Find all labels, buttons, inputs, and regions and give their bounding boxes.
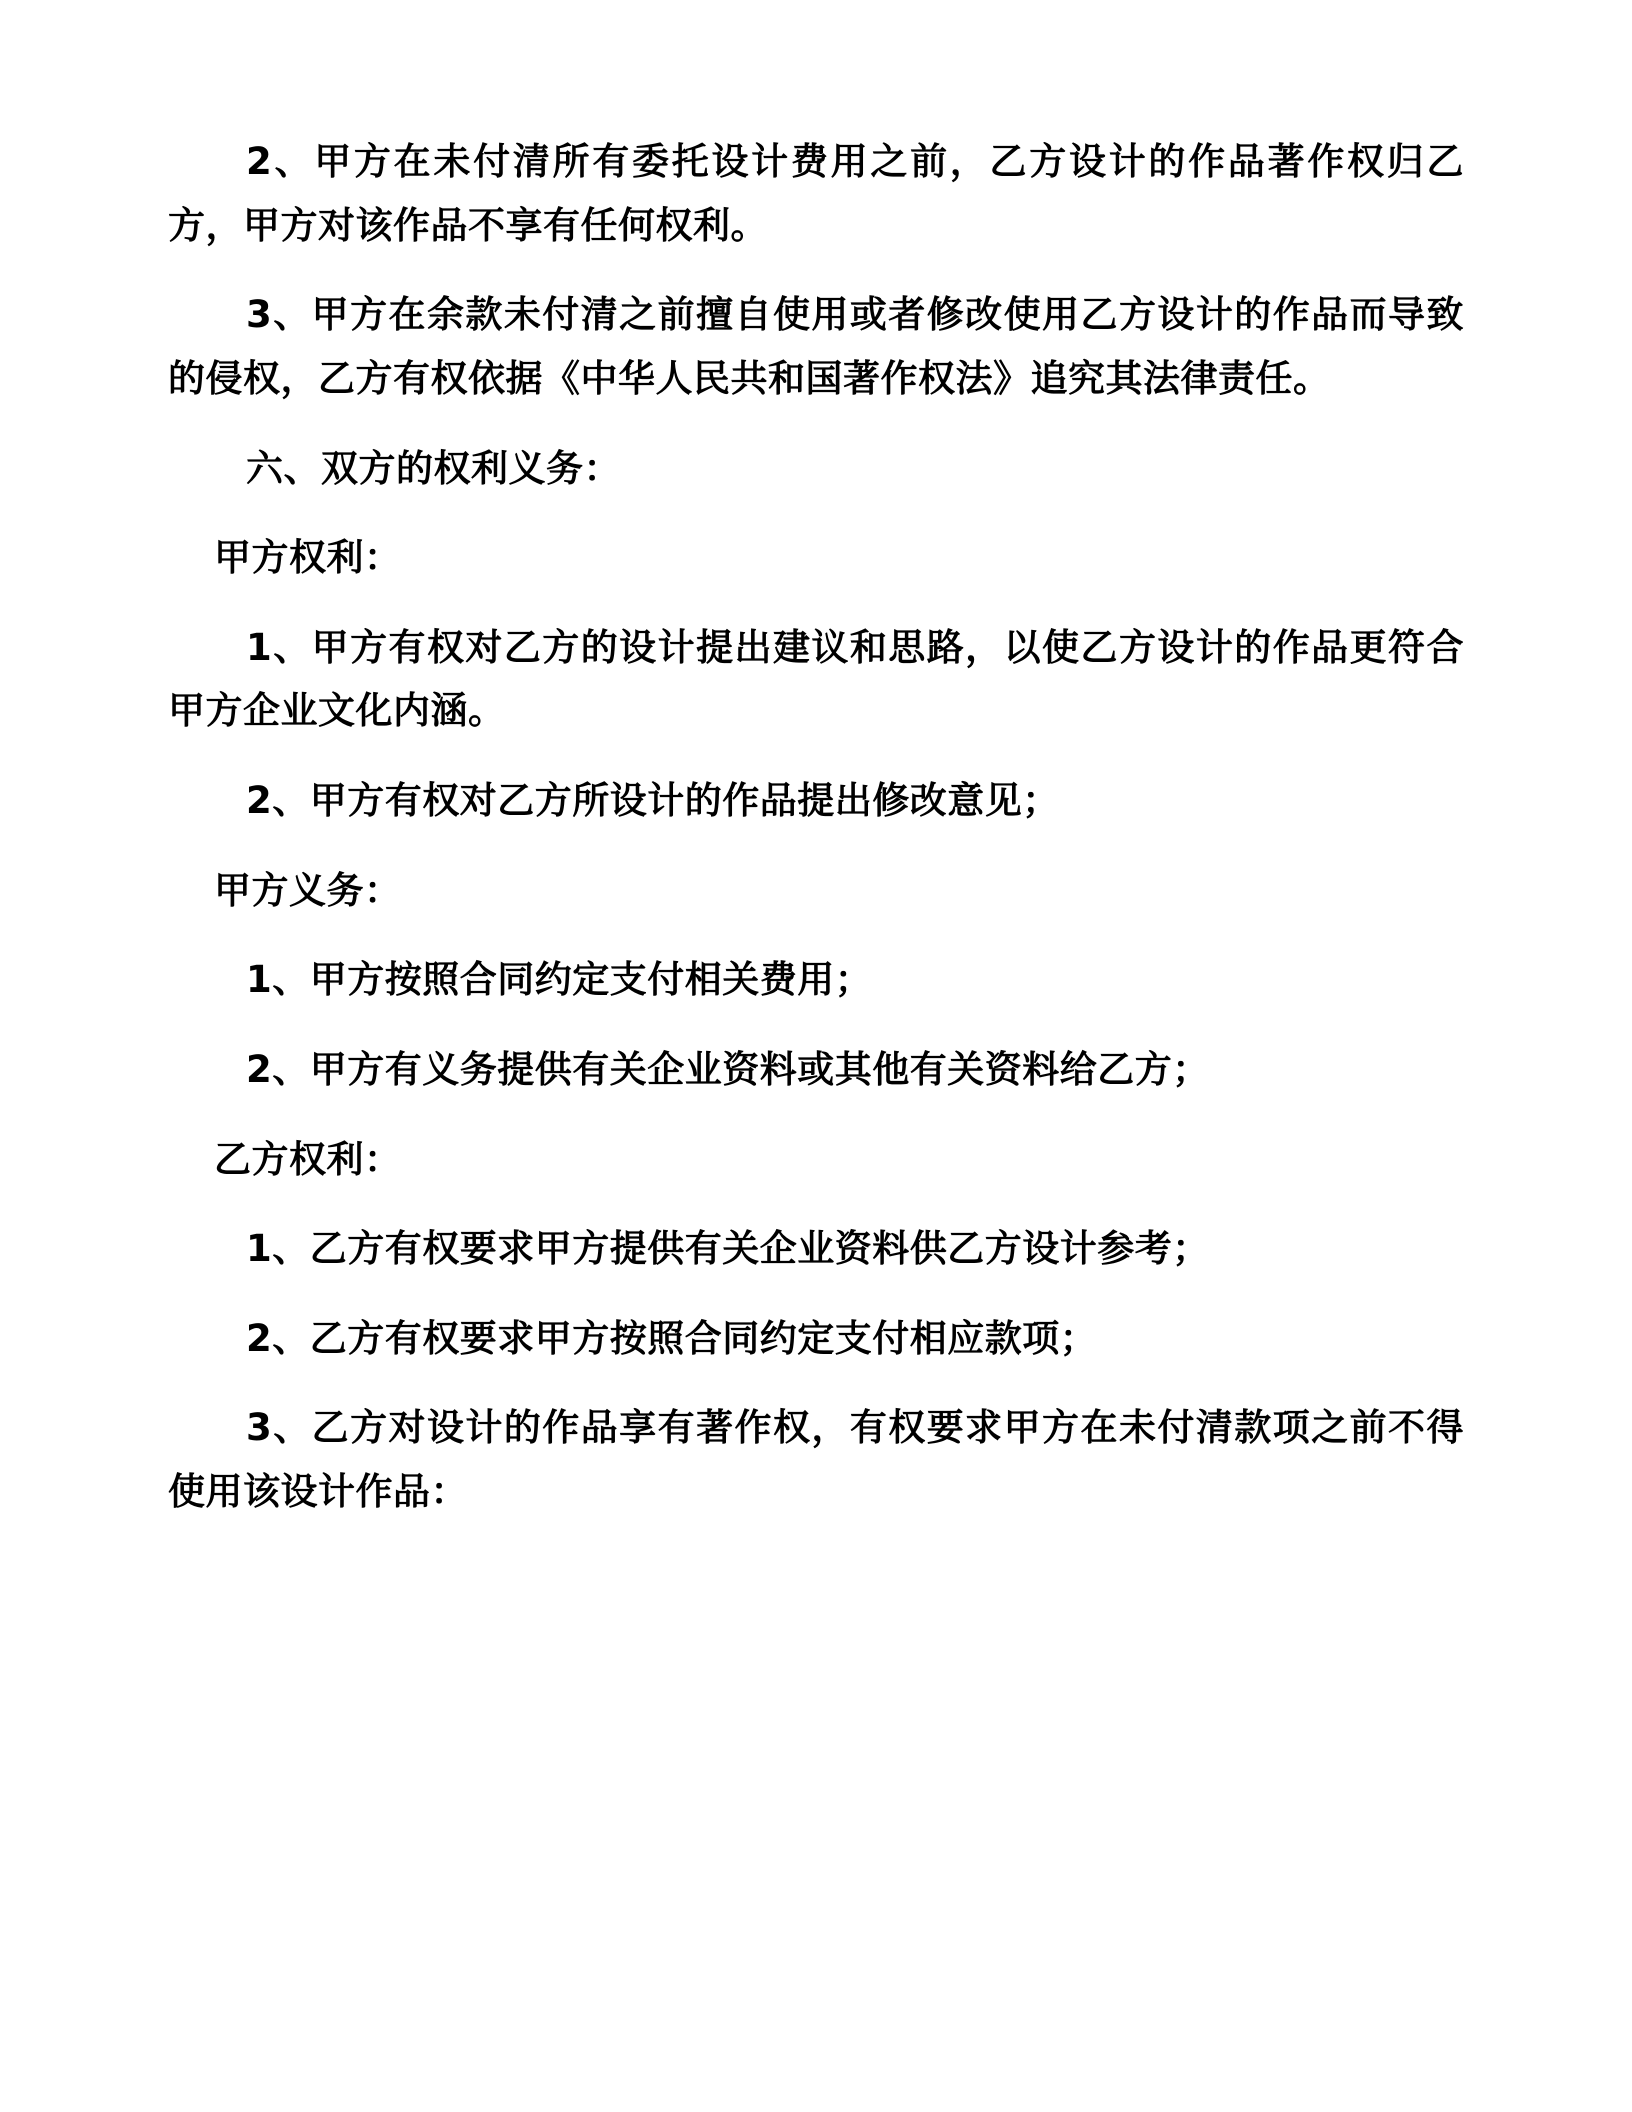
- paragraph-party-b-right-2: 2、乙方有权要求甲方按照合同约定支付相应款项；: [246, 1316, 1098, 1360]
- paragraph-clause-5-2: 2、甲方在未付清所有委托设计费用之前，乙方设计的作品著作权归乙方，甲方对该作品不享有任何权利。: [168, 140, 1464, 247]
- document-body: [168, 130, 1464, 1524]
- label-party-b-rights: 乙方权利：: [214, 1137, 402, 1181]
- paragraph-party-a-right-1: 1、甲方有权对乙方的设计提出建议和思路，以使乙方设计的作品更符合甲方企业文化内涵。: [168, 625, 1464, 733]
- paragraph-party-a-right-2: 2、甲方有权对乙方所设计的作品提出修改意见；: [246, 779, 1060, 822]
- label-party-a-rights: 甲方权利：: [214, 536, 402, 580]
- paragraph-clause-5-3: 3、甲方在余款未付清之前擅自使用或者修改使用乙方设计的作品而导致的侵权，乙方有权依据《中华人民共和国著作权法》追究其法律责任。: [168, 293, 1464, 400]
- paragraph-party-a-duty-1: 1、甲方按照合同约定支付相关费用；: [246, 958, 873, 1002]
- paragraph-party-b-right-1: 1、乙方有权要求甲方提供有关企业资料供乙方设计参考；: [246, 1227, 1210, 1271]
- paragraph-party-a-duty-2: 2、甲方有义务提供有关企业资料或其他有关资料给乙方；: [246, 1047, 1210, 1091]
- section-heading-rights-obligations: 六、双方的权利义务：: [246, 446, 621, 490]
- label-party-a-duties: 甲方义务：: [214, 868, 402, 912]
- paragraph-party-b-right-3: 3、乙方对设计的作品享有著作权，有权要求甲方在未付清款项之前不得使用该设计作品：: [168, 1406, 1464, 1513]
